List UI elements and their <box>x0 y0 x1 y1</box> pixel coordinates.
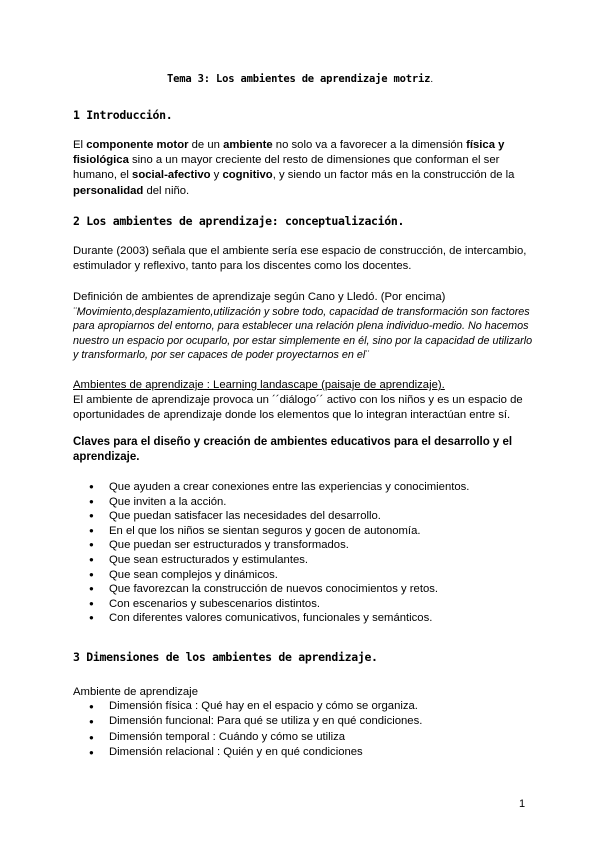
list-item: ● Que sean complejos y dinámicos. <box>89 568 469 583</box>
list-item: ● Que favorezcan la construcción de nuevos conocimientos y retos. <box>89 582 469 597</box>
list-item: ● Con escenarios y subescenarios distintos. <box>89 597 469 612</box>
list-item: ● Que ayuden a crear conexiones entre las experiencias y conocimientos. <box>89 480 469 495</box>
list-item: ● Con diferentes valores comunicativos, funcionales y semánticos. <box>89 611 469 626</box>
section-heading-1: 1 Introducción. <box>73 108 173 122</box>
list-item: ● Dimensión temporal : Cuándo y cómo se utiliza <box>89 730 422 745</box>
dimensiones-list <box>89 699 422 760</box>
ambiente-label: Ambiente de aprendizaje <box>73 686 198 698</box>
intro-paragraph: El componente motor de un ambiente no solo va a favorecer a la dimensión física y fisiológica sino a un mayor creciente del resto de dimensiones que conforman el ser humano, el social-afectivo y cognitivo, y siendo un factor más en la construcción de la personalidad del niño. <box>73 139 515 197</box>
page-number: 1 <box>519 798 526 810</box>
quote-paragraph: ¨Movimiento,desplazamiento,utilización y sobre todo, capacidad de transformación son factores para apropiarnos del entorno, para establecer una relación plena individuo-medio. No hacemos nuestro un espacio por ocuparlo, por estar simplemente en él, sino por la capacidad de utilizarlo y transformarlo, por ser capaces de poder proyectarnos en el¨ <box>73 306 533 361</box>
landscape-paragraph: El ambiente de aprendizaje provoca un ´´diálogo´´ activo con los niños y es un espacio de oportunidades de aprendizaje donde los elementos que lo integran interactúan entre sí. <box>73 394 523 422</box>
list-item: ● Dimensión física : Qué hay en el espacio y cómo se organiza. <box>89 699 422 714</box>
claves-heading: Claves para el diseño y creación de ambientes educativos para el desarrollo y el aprendizaje. <box>73 436 513 464</box>
landscape-heading: Ambientes de aprendizaje : Learning landascape (paisaje de aprendizaje). <box>73 379 445 391</box>
list-item: ● Dimensión relacional : Quién y en qué condiciones <box>89 745 422 760</box>
claves-list <box>89 480 469 626</box>
definition-line: Definición de ambientes de aprendizaje según Cano y Lledó. (Por encima) <box>73 291 446 303</box>
list-item: ● Que puedan ser estructurados y transformados. <box>89 538 469 553</box>
section-heading-2: 2 Los ambientes de aprendizaje: conceptualización. <box>73 214 405 228</box>
section-heading-3: 3 Dimensiones de los ambientes de aprendizaje. <box>73 650 378 664</box>
list-item: ● En el que los niños se sientan seguros y gocen de autonomía. <box>89 524 469 539</box>
durante-paragraph: Durante (2003) señala que el ambiente sería ese espacio de construcción, de intercambio, estimulador y reflexivo, tanto para los discentes como los docentes. <box>73 245 527 273</box>
list-item: ● Que puedan satisfacer las necesidades del desarrollo. <box>89 509 469 524</box>
document-title: Tema 3: Los ambientes de aprendizaje motriz. <box>167 73 433 85</box>
list-item: ● Que inviten a la acción. <box>89 495 469 510</box>
list-item: ● Que sean estructurados y estimulantes. <box>89 553 469 568</box>
list-item: ● Dimensión funcional: Para qué se utiliza y en qué condiciones. <box>89 714 422 729</box>
